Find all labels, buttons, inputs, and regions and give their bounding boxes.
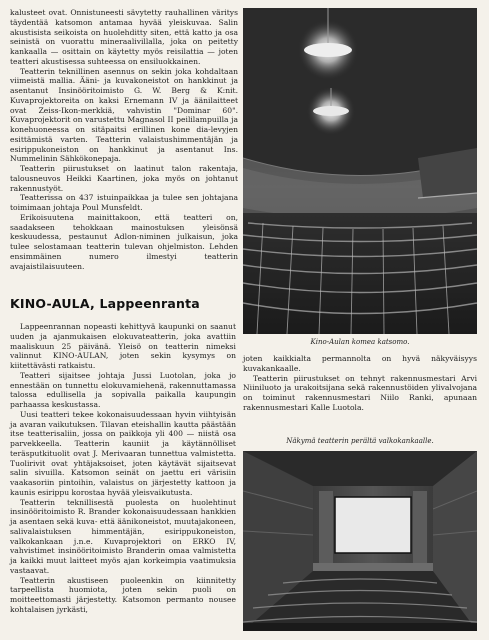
screen-photo: [243, 451, 477, 631]
article-left-column: [10, 322, 236, 615]
article-paragraph: Teatterin akustiseen puoleenkin on kiinnitetty tarpeellista huomiota, joten sekin puoli on moitteettomasti järjestetty. Katsomon permanto nousee kohtalaisen jyrkästi,: [10, 575, 236, 614]
article-top-column: [10, 8, 238, 271]
screen-photo-caption: Näkymä teatterin perältä valkokankaalle.: [286, 437, 434, 445]
article-paragraph: Teatteri sijaitsee johtaja Jussi Luotolan, joka jo ennestään on tunnettu elokuvamiehenä, rakennuttamassa talossa edullisella ja sopivalla paikalla kaupungin parhaassa keskustassa.: [10, 370, 236, 409]
article-paragraph: kalusteet ovat. Onnistuneesti sävytetty rauhallinen väritys täydentää katsomon antamaa hyvää yleiskuvaa. Salin akustisista seikoista on huolehditty siten, että katto ja osa seinistä on vuorattu mineraalivillalla, joka on peitetty kankaalla — osittain on käytetty myös reisilattia — joten teatteri akustisessa suhteessa on ensiluokkainen.: [10, 8, 238, 66]
article-paragraph: joten kaikkialta permannolta on hyvä näkyväisyys kuvakankaalle.: [243, 354, 477, 373]
article-paragraph: Teatterin teknillisestä puolesta on huolehtinut insinööritoimisto R. Brander kokonaisuudessaan hankkien ja asentaen sekä kuva- että äänikoneistot, muutajakoneen, salivalaistuksen himmentäjän, esirippukoneiston, valkokankaan j.n.e. Kuvaprojektori on ERKO IV, vahvistimet insinööritoimisto Branderin omaa valmistetta ja kaikki muut laitteet myös ajan korkeimpia vaatimuksia vastaavat.: [10, 497, 236, 575]
screen-photo-image: [243, 451, 477, 631]
article-paragraph: Teatterissa on 437 istuinpaikkaa ja tulee sen johtajana toimimaan johtaja Poul Munsfeldt.: [10, 193, 238, 212]
article-paragraph: Teatterin piirustukset on laatinut talon rakentaja, talousneuvos Heikki Kaartinen, joka myös on johtanut rakennustyöt.: [10, 164, 238, 193]
auditorium-photo-caption: Kino-Aulan komea katsomo.: [310, 338, 410, 346]
section-title: KINO-AULA, Lappeenranta: [10, 296, 200, 311]
article-paragraph: Erikoisuutena mainittakoon, että teatteri on, saadakseen tehokkaan mainostuksen yleisönsä keskuudessa, pestaunut Adlon-niminen julkaisun, joka tulee selostamaan teatterin tulevan ohjelmiston. Lehden ensimmäinen numero ilmestyi teatterin avajaistilaisuuteen.: [10, 212, 238, 271]
auditorium-photo-image: [243, 8, 477, 334]
auditorium-photo: [243, 8, 477, 334]
article-paragraph: Uusi teatteri tekee kokonaisuudessaan hyvin viihtyisän ja avaran vaikutuksen. Tilavan eteishallin kautta päästään itse teatterisaliin, jossa on paikkoja yli 400 — niistä osa parvekkeella. Teatterin kauniit ja käytännölliset teräsputkituolit ovat J. Merivaaran tunnettua valmistetta. Tuolirivit ovat yhtäjaksoiset, joten käytävät sijaitsevat salin sivuilla. Katsomon seinät on jaettu eri värisiin vaakasoriin pintoihin, valaistus on järjestetty kattoon ja kaunis esirippu korostaa hyvää yleisvaikutusta.: [10, 409, 236, 497]
article-paragraph: Teatterin piirustukset on tehnyt rakennusmestari Arvi Niiniluoto ja urakoitsijana sekä rakennustöiden ylivalvojana on toiminut rakennusmestari Niilo Ranki, apunaan rakennusmestari Kalle Luotola.: [243, 373, 477, 412]
article-right-column: [243, 354, 477, 413]
article-paragraph: Lappeenrannan nopeasti kehittyvä kaupunki on saanut uuden ja ajanmukaisen elokuvateatterin, joka avattiin maaliskuun 25 päivänä. Yleisö on teatterin nimeksi valinnut KINO-AULAN, joten sekin kysymys on kiitettävästi ratkaistu.: [10, 322, 236, 370]
article-paragraph: Teatterin teknillinen asennus on sekin joka kohdaltaan viimeistä mallia. Ääni- ja kuvakoneistot on hankkinut ja asentanut Insinööritoimisto G. W. Berg & K:nit. Kuvaprojektoreita on kaksi Ernemann IV ja äänilaitteet ovat Zeiss-Ikon-merkkiä, vahvistin "Dominar 60". Kuvaprojektorit on varustettu Magnasol II peililampuilla ja konehuoneessa on sitäpaitsi erillinen kone dia-levyjen esittämistä varten. Teatterin valaistushimmentäjän ja esirippukoneiston on hankkinut ja asentanut Ins. Nummelinin Sähkökonepaja.: [10, 66, 238, 164]
